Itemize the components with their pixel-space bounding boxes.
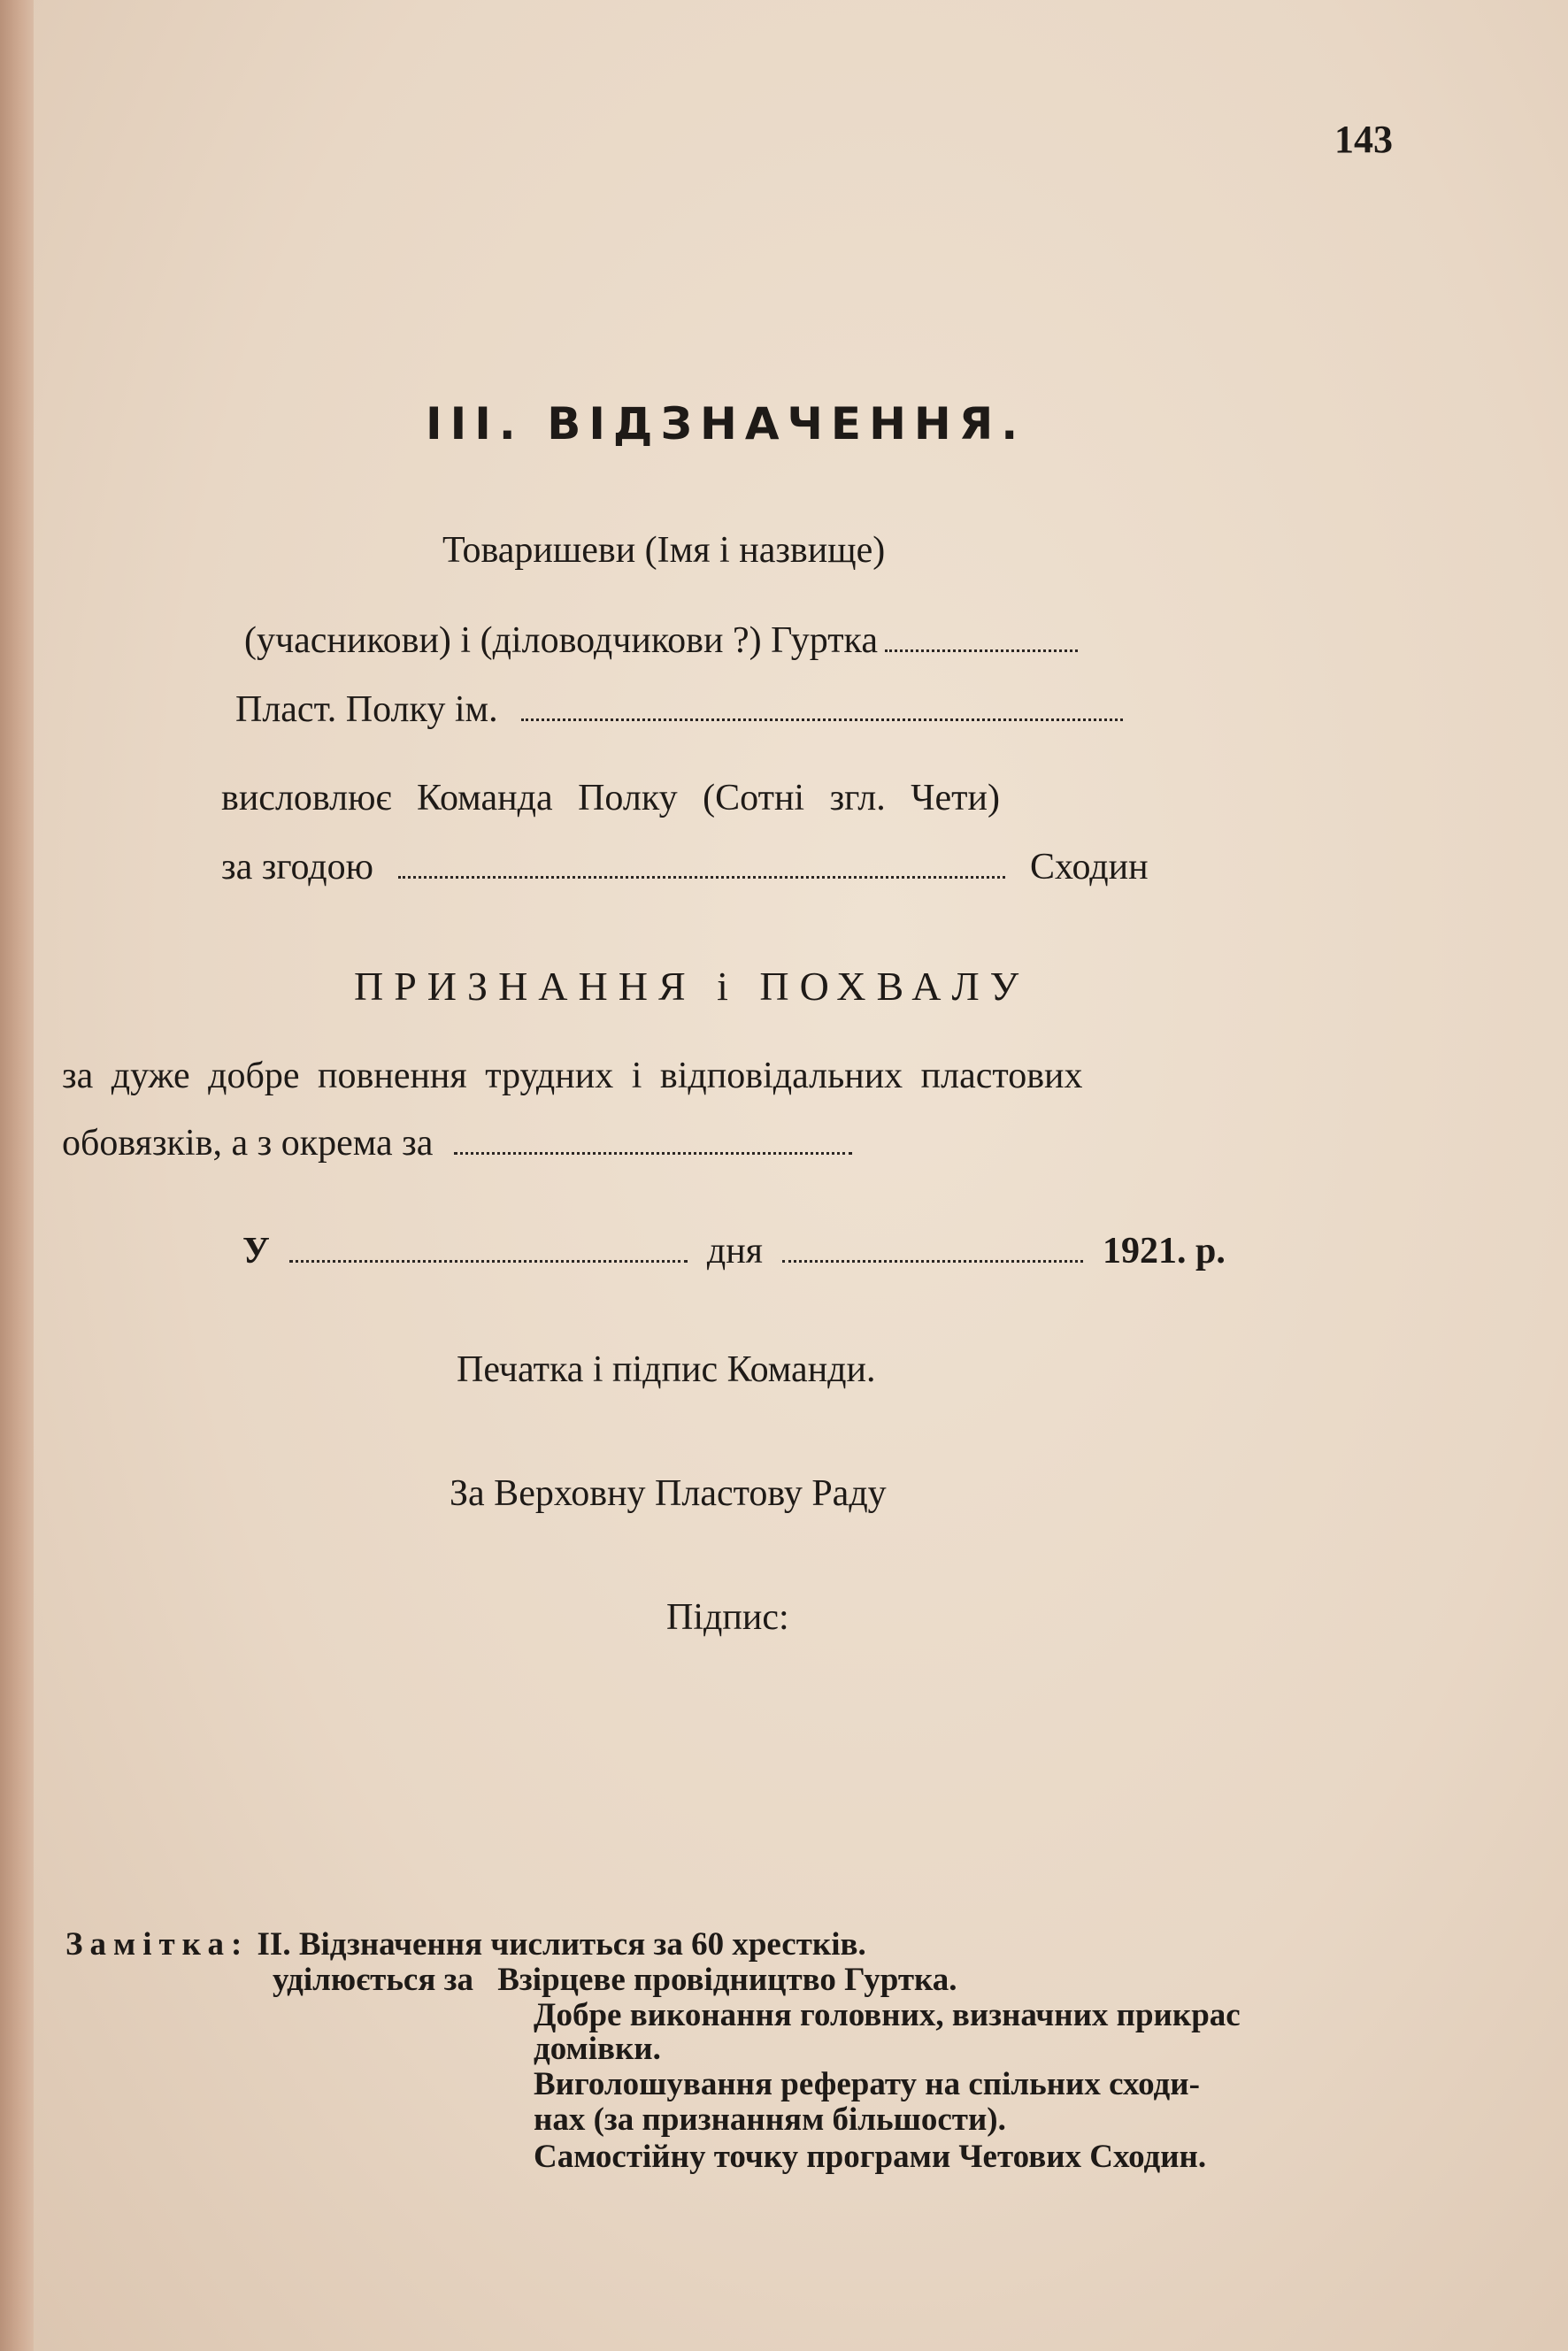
note-item: Виголошування реферату на спільних сходи- [534,2066,1200,2102]
line-date-place: У [242,1231,270,1272]
fill-in-line-regiment [521,718,1123,721]
fill-in-line-group [885,649,1078,652]
line-seal: Печатка і підпис Команди. [457,1349,876,1390]
line-date [242,1230,1226,1272]
line-council: За Верховну Пластову Раду [450,1473,887,1514]
line-regiment-text: Пласт. Полку ім. [235,689,498,730]
note-item: Добре виконання головних, визначних прикрас [534,1997,1241,2033]
fill-in-line-particular [454,1152,852,1155]
note-label: Замітка: [65,1926,250,1963]
page-number: 143 [1334,118,1393,161]
note-line-1 [65,1927,866,1963]
section-heading: III. ВІДЗНАЧЕННЯ. [426,398,1026,449]
note-item: Взірцеве провідництво Гуртка. [497,1962,957,1998]
note-item: нах (за признанням більшости). [534,2101,1006,2138]
line-date-year: 1921. р. [1103,1231,1226,1272]
fill-in-line-consent [398,876,1005,879]
note-item: Самостійну точку програми Четових Сходин. [534,2139,1207,2175]
note-awarded-label: уділюється за [273,1962,473,1998]
fill-in-line-place [289,1260,688,1263]
line-consent-text: за згодою [221,847,374,887]
line-member [244,619,1085,662]
line-date-day: дня [706,1231,763,1272]
note-line-2 [273,1963,957,1998]
line-member-text: (учасникови) і (діловодчикови ?) Гуртка [244,620,878,661]
line-consent [221,846,1149,888]
document-page [34,0,1568,2351]
line-meetings-text: Сходин [1030,847,1149,887]
note-item: домівки. [534,2031,661,2067]
fill-in-line-day [782,1260,1083,1263]
book-spine-edge [0,0,34,2351]
line-particular [62,1122,859,1164]
line-duties: за дуже добре повнення трудних і відповідальних пластових [62,1056,1083,1096]
line-regiment [235,688,1130,731]
note-text-1: II. Відзначення числиться за 60 хрестків. [257,1926,866,1963]
recognition-title: ПРИЗНАННЯ і ПОХВАЛУ [354,964,1030,1009]
line-comrade: Товаришеви (Імя і назвище) [442,530,886,571]
line-particular-text: обовязків, а з окрема за [62,1123,434,1164]
line-signature: Підпис: [666,1597,789,1638]
line-command: висловлює Команда Полку (Сотні згл. Чети) [221,778,1000,818]
